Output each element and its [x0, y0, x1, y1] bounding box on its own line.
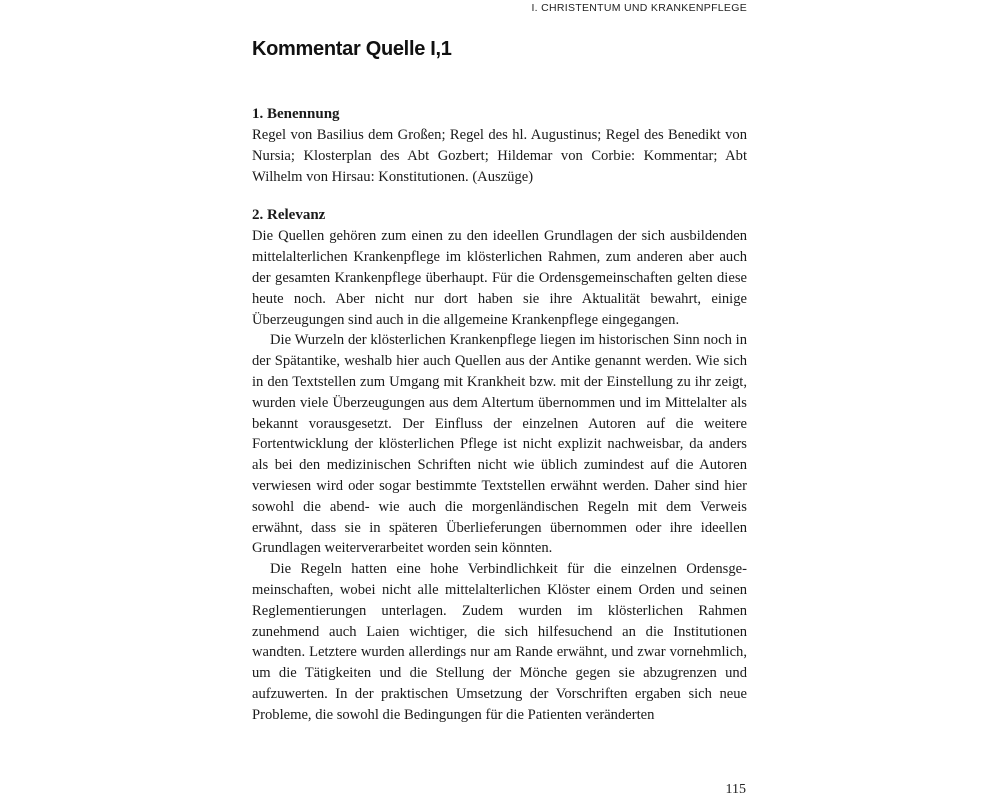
main-content	[252, 104, 747, 726]
paragraph: Regel von Basilius dem Großen; Regel des hl. Augustinus; Regel des Benedikt von Nursia; Klosterplan des Abt Gozbert; Hildemar von Corbie: Kommentar; Abt Wilhelm von Hirsau: Konstitutionen. (Auszüge)	[252, 127, 747, 185]
page-title: Kommentar Quelle I,1	[252, 38, 452, 60]
section-heading: 1. Benennung	[252, 106, 340, 122]
paragraph: Die Regeln hatten eine hohe Verbindlichkeit für die einzelnen Ordensgemeinschaften, wobei nicht alle mittelalterlichen Klöster einem Orden und seinen Reglementierungen unterlagen. Zudem wurden im klösterlichen Rahmen zunehmend auch Laien wichtiger, die sich hilfesuchend an die Institutionen wandten. Letztere wurden allerdings nur am Rande erwähnt, und zwar vornehmlich, um die Tätigkeiten und die Stellung der Mönche gegen sie abzugrenzen und aufzuwerten. In der praktischen Umsetzung der Vorschriften ergaben sich neue Probleme, die sowohl die Bedingungen für die Patienten veränderten	[252, 561, 747, 723]
running-head: I. CHRISTENTUM UND KRANKENPFLEGE	[531, 2, 747, 14]
paragraph: Die Quellen gehören zum einen zu den ideellen Grundlagen der sich ausbildenden mittelalterlichen Krankenpflege im klösterlichen Rahmen, zum anderen aber auch der gesamten Krankenpflege überhaupt. Für die Ordensgemeinschaften gelten diese heute noch. Aber nicht nur dort haben sie ihre Aktualität bewahrt, einige Überzeugungen sind auch in die allgemeine Krankenpflege eingegangen.	[252, 228, 747, 328]
page-number: 115	[725, 782, 746, 797]
section-benennung	[252, 104, 747, 187]
section-heading: 2. Relevanz	[252, 207, 326, 224]
section-relevanz	[252, 205, 747, 725]
paragraph: Die Wurzeln der klösterlichen Krankenpflege liegen im historischen Sinn noch in der Spätantike, weshalb hier auch Quellen aus der Antike genannt werden. Wie sich in den Textstellen zum Umgang mit Krankheit bzw. mit der Einstellung zu ihr zeigt, wurden viele Überzeugungen aus dem Altertum übernommen und im Mittelalter als bekannt vorausgesetzt. Der Einfluss der einzelnen Autoren auf die weitere Fortentwicklung der klösterlichen Pflege ist nicht explizit nachweisbar, da anders als bei den medizinischen Schriften nicht wie üblich zumindest auf die Autoren verwiesen wird oder sogar bestimmte Textstellen erwähnt werden. Daher sind hier sowohl die abend- wie auch die morgenländischen Regeln mit dem Verweis erwähnt, dass sie in späteren Überlieferungen übernommen oder ihre ideellen Grundlagen weiterverarbeitet worden sein könnten.	[252, 332, 747, 557]
